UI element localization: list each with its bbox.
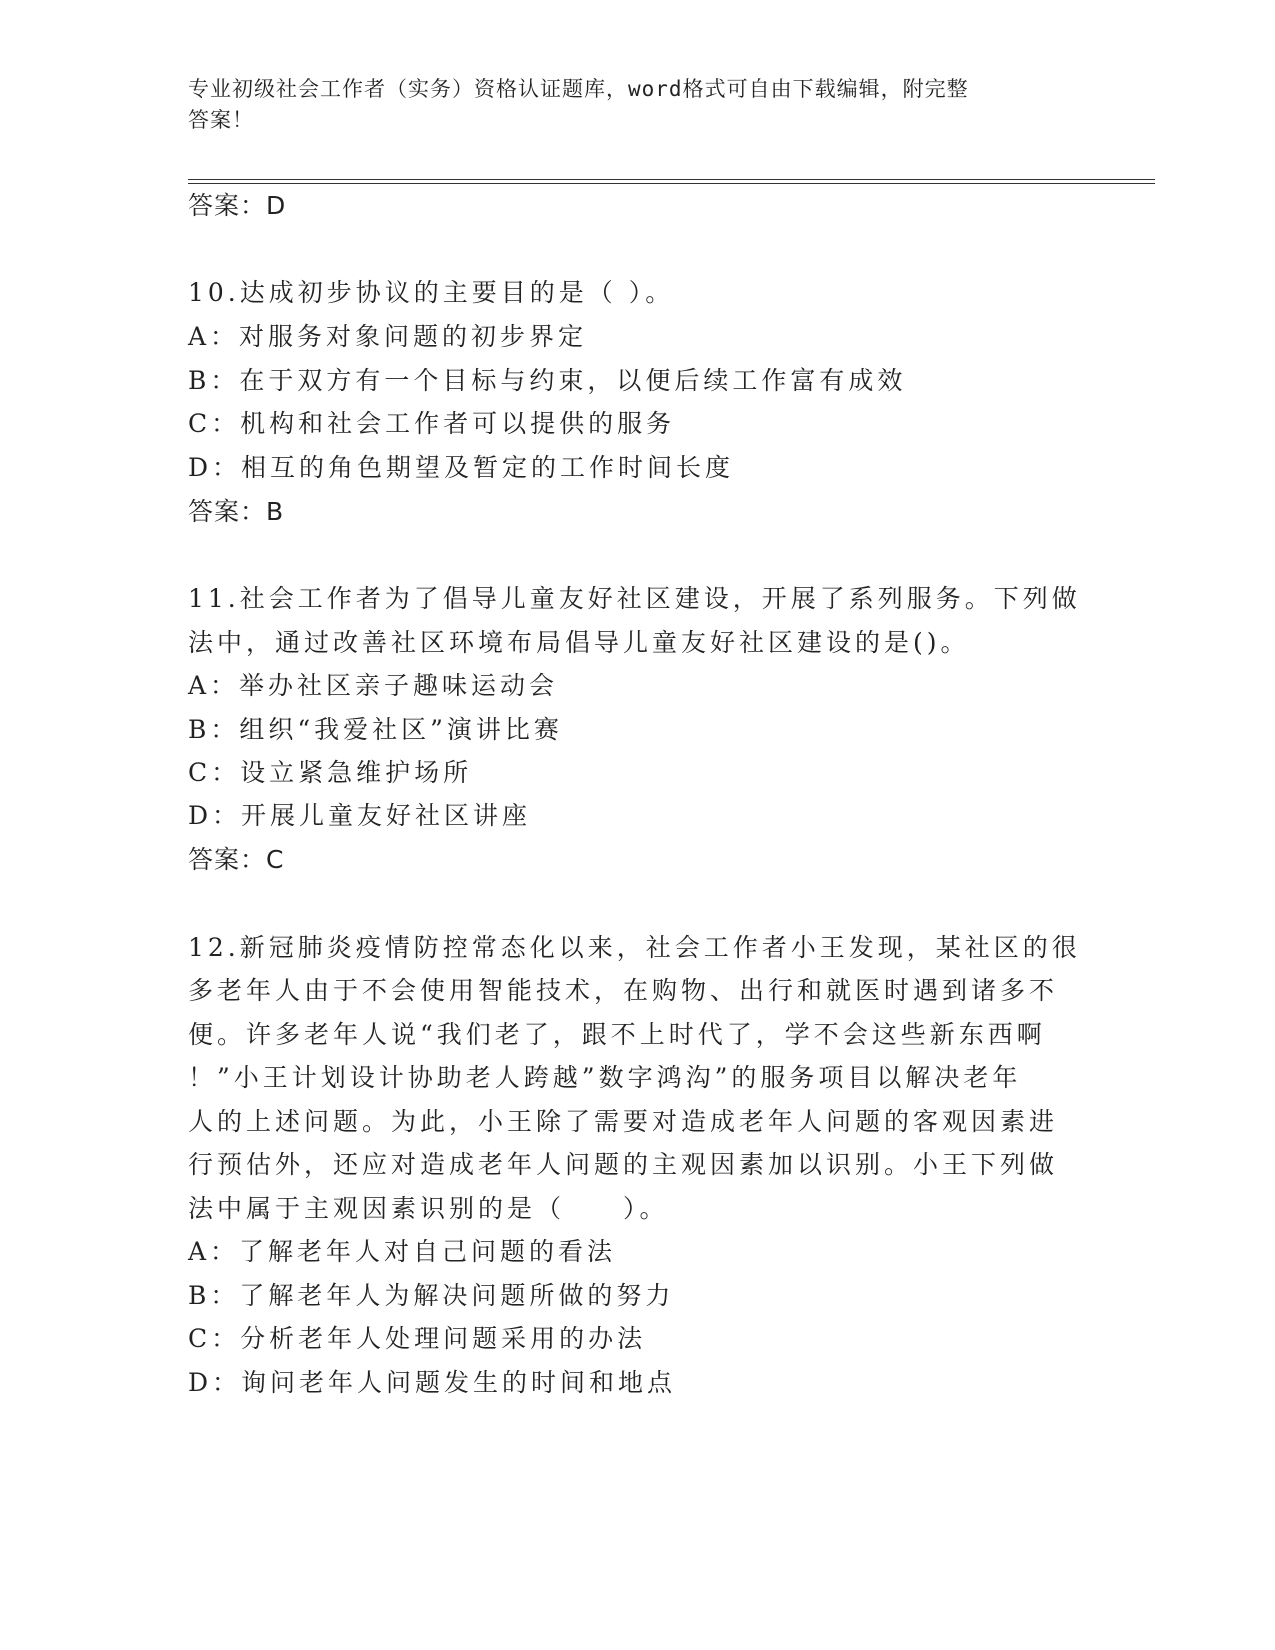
question-11-option-b: B：组织“我爱社区”演讲比赛 [188,715,563,744]
question-10-option-d: D：相互的角色期望及暂定的工作时间长度 [188,453,735,482]
question-12-stem-line-3: 便。许多老年人说“我们老了，跟不上时代了，学不会这些新东西啊 [188,1020,1046,1049]
header-divider-bottom [188,183,1155,184]
question-11-answer: 答案：C [188,845,285,874]
question-11-stem-line-2: 法中，通过改善社区环境布局倡导儿童友好社区建设的是()。 [188,628,970,657]
question-10-stem: 10.达成初步协议的主要目的是（ ）。 [188,278,675,307]
question-12-stem-line-7: 法中属于主观因素识别的是（ ）。 [188,1194,669,1223]
question-11-option-a: A：举办社区亲子趣味运动会 [188,671,559,700]
question-11-option-c: C：设立紧急维护场所 [188,758,473,787]
question-12-option-c: C：分析老年人处理问题采用的办法 [188,1324,647,1353]
question-12-stem-line-6: 行预估外，还应对造成老年人问题的主观因素加以识别。小王下列做 [188,1150,1059,1179]
question-10-answer: 答案：B [188,497,285,526]
question-10-option-b: B：在于双方有一个目标与约束，以便后续工作富有成效 [188,366,907,395]
question-10-option-a: A：对服务对象问题的初步界定 [188,322,588,351]
question-12-stem-line-5: 人的上述问题。为此，小王除了需要对造成老年人问题的客观因素进 [188,1107,1059,1136]
previous-answer: 答案：D [188,191,287,220]
document-header [188,74,1068,136]
header-line-1: 专业初级社会工作者（实务）资格认证题库，word格式可自由下载编辑，附完整 [188,77,969,101]
question-12-option-a: A：了解老年人对自己问题的看法 [188,1237,617,1266]
question-12-option-b: B：了解老年人为解决问题所做的努力 [188,1281,675,1310]
question-12-stem-line-2: 多老年人由于不会使用智能技术，在购物、出行和就医时遇到诸多不 [188,976,1059,1005]
question-12-option-d: D：询问老年人问题发生的时间和地点 [188,1368,677,1397]
question-11-stem-line-1: 11.社会工作者为了倡导儿童友好社区建设，开展了系列服务。下列做 [188,584,1081,613]
header-line-2: 答案！ [188,108,254,132]
question-12-stem-line-1: 12.新冠肺炎疫情防控常态化以来，社会工作者小王发现，某社区的很 [188,933,1081,962]
header-divider-top [188,179,1155,180]
question-10-option-c: C：机构和社会工作者可以提供的服务 [188,409,676,438]
question-12-stem-line-4: ！”小王计划设计协助老人跨越”数字鸿沟”的服务项目以解决老年 [188,1063,1022,1092]
question-11-option-d: D：开展儿童友好社区讲座 [188,801,532,830]
